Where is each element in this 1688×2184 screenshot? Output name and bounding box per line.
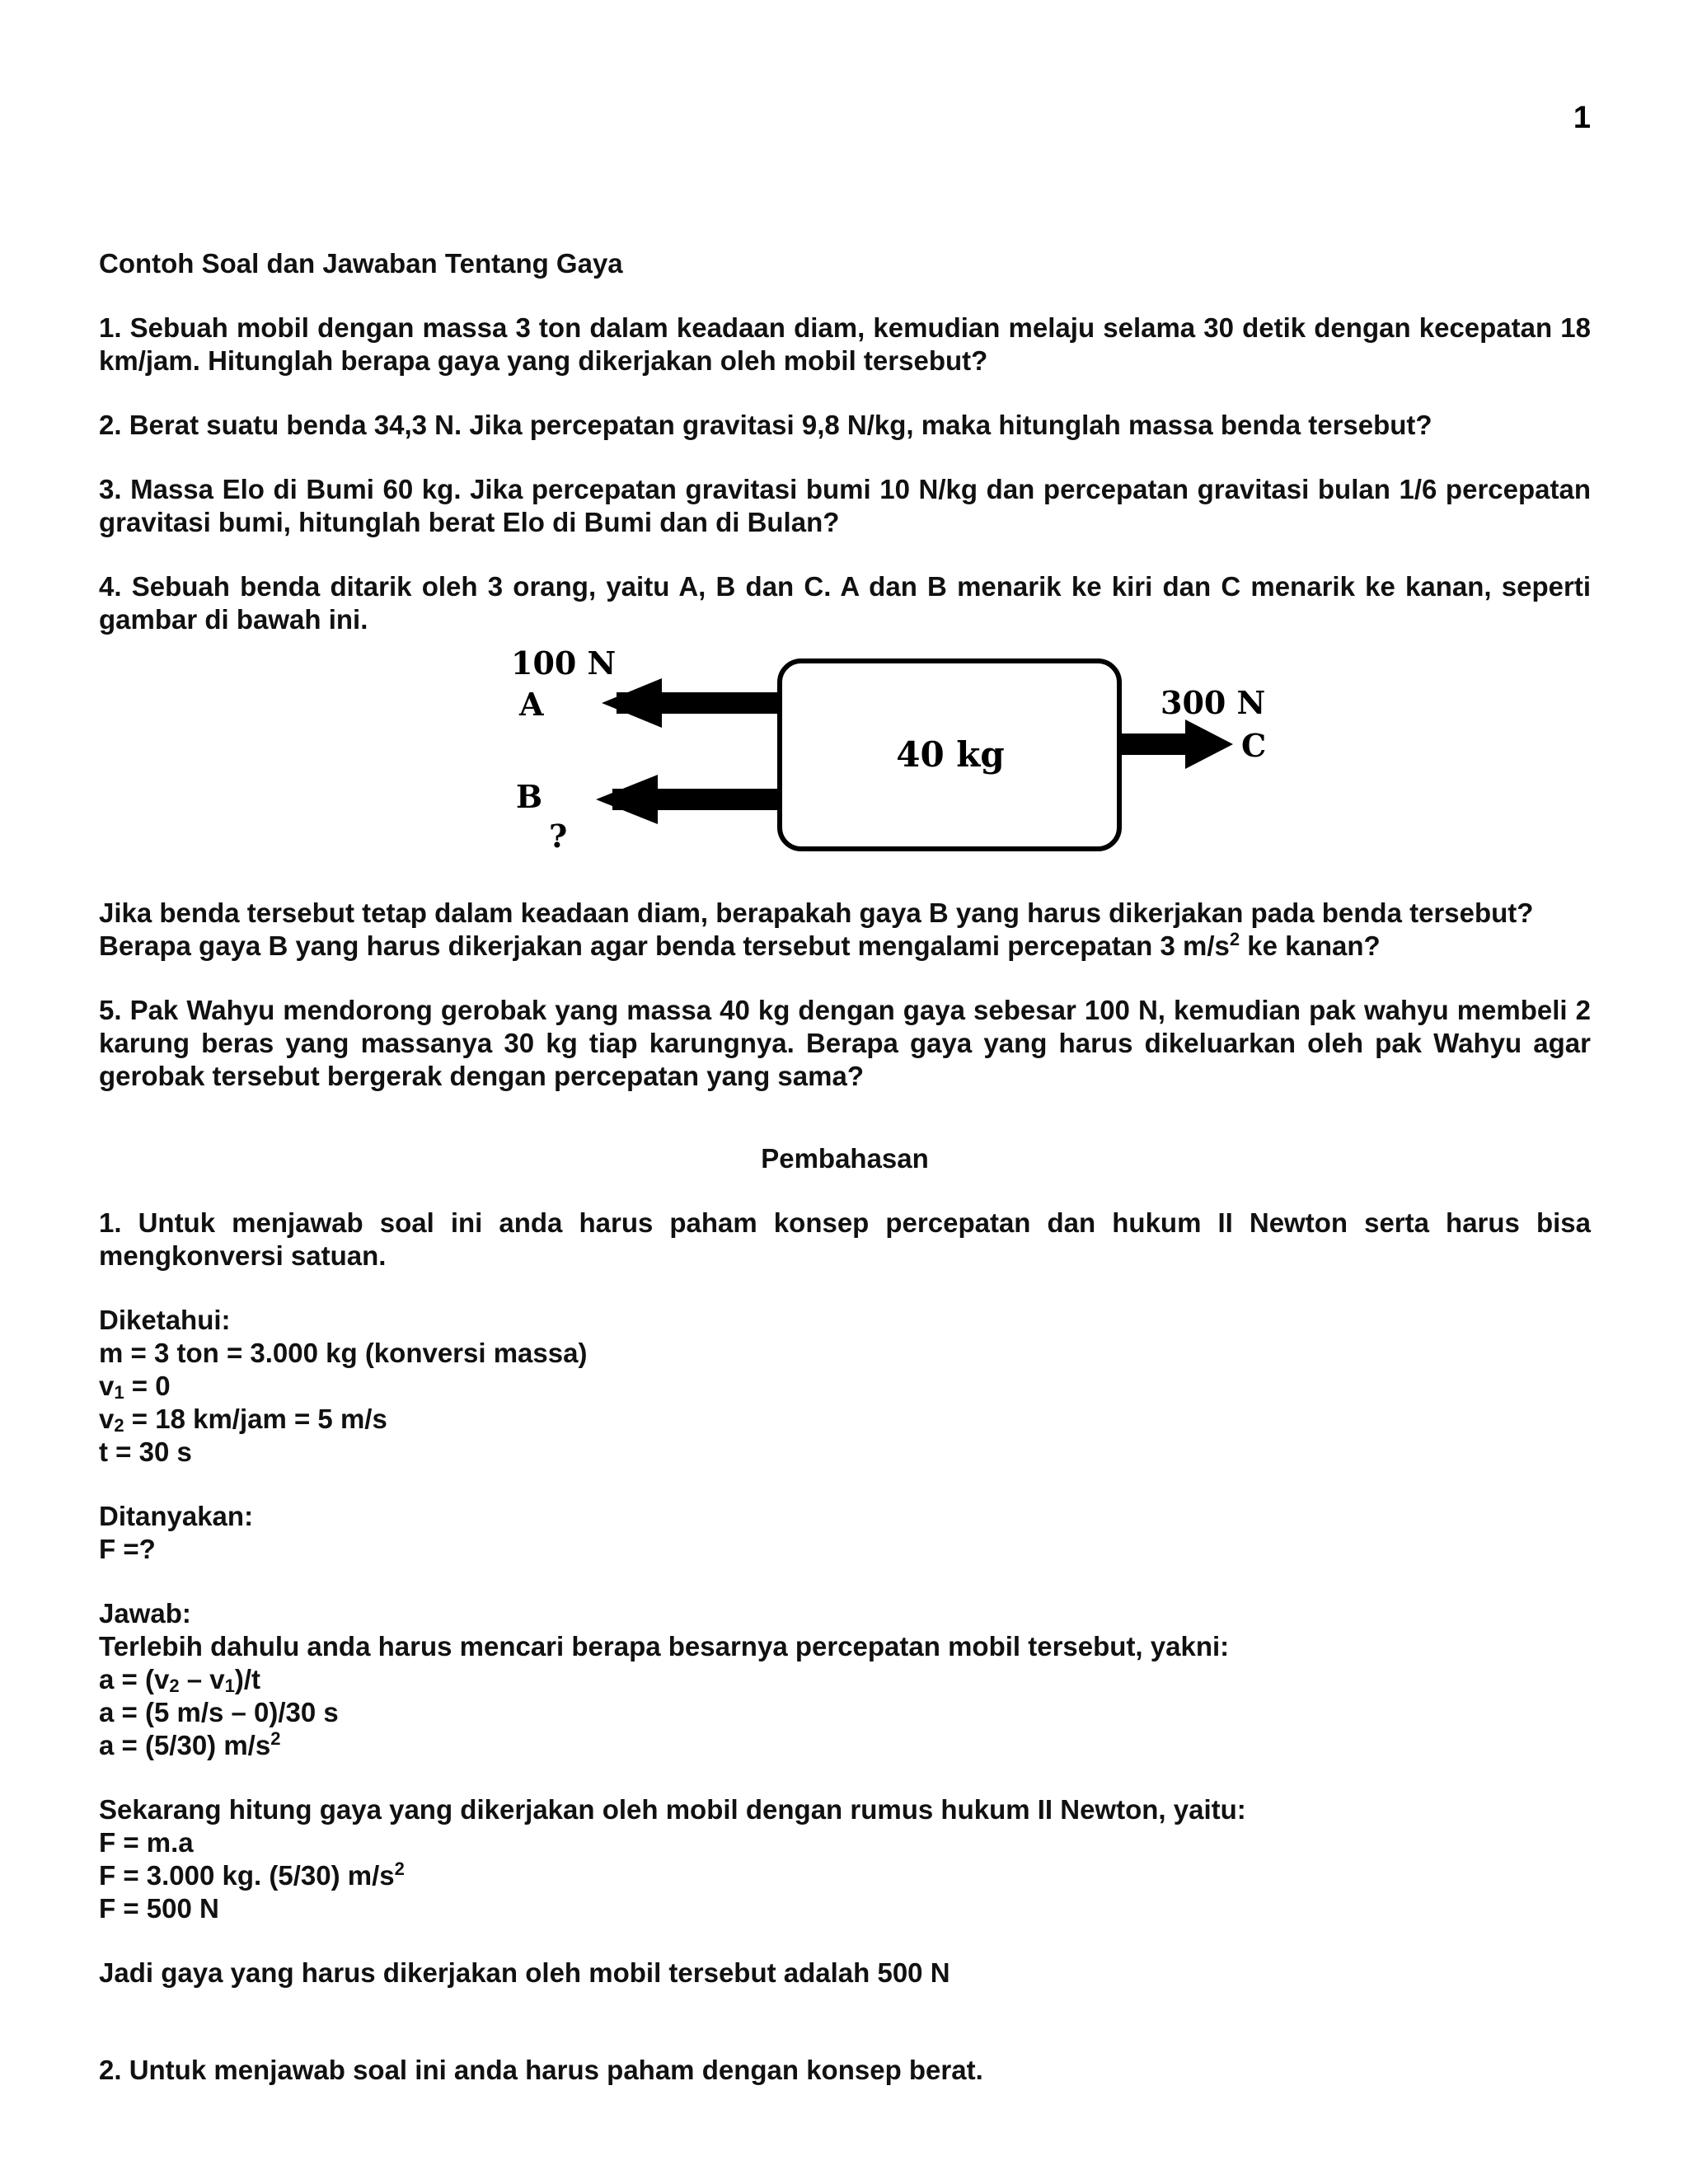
question-4-followup-line-1: Jika benda tersebut tetap dalam keadaan diam, berapakah gaya B yang harus dikerjakan pada benda tersebut? bbox=[99, 898, 1534, 928]
v2-sub: 2 bbox=[114, 1415, 124, 1436]
q4-followup-tail: ke kanan? bbox=[1240, 930, 1381, 961]
arrow-a bbox=[602, 678, 781, 728]
question-4-followup bbox=[99, 897, 1591, 963]
question-2: 2. Berat suatu benda 34,3 N. Jika percepatan gravitasi 9,8 N/kg, maka hitunglah massa benda tersebut? bbox=[99, 410, 1432, 440]
v1-var: v bbox=[99, 1371, 115, 1401]
q4-followup-text: Berapa gaya B yang harus dikerjakan agar benda tersebut mengalami percepatan 3 m/s bbox=[99, 930, 1230, 961]
asked-section bbox=[99, 1500, 1591, 1566]
force-diagram bbox=[99, 643, 1591, 865]
force-equation-2 bbox=[99, 1859, 1591, 1892]
solution-heading: Pembahasan bbox=[761, 1143, 929, 1174]
known-mass: m = 3 ton = 3.000 kg (konversi massa) bbox=[99, 1338, 588, 1368]
question-4-intro: 4. Sebuah benda ditarik oleh 3 orang, yaitu A, B dan C. A dan B menarik ke kiri dan C menarik ke kanan, seperti gambar di bawah ini. bbox=[99, 571, 1591, 635]
answer-intro: Terlebih dahulu anda harus mencari berapa besarnya percepatan mobil tersebut, yakni: bbox=[99, 1631, 1230, 1661]
eq1-sub-2: 2 bbox=[169, 1675, 180, 1696]
arrow-c bbox=[1119, 719, 1233, 769]
question-1: 1. Sebuah mobil dengan massa 3 ton dalam keadaan diam, kemudian melaju selama 30 detik dengan kecepatan 18 km/jam. Hitunglah berapa gaya yang dikerjakan oleh mobil tersebut? bbox=[99, 312, 1591, 376]
document-body bbox=[99, 247, 1591, 2118]
force-equation-1: F = m.a bbox=[99, 1827, 194, 1858]
equation-3 bbox=[99, 1729, 1591, 1762]
asked-label: Ditanyakan: bbox=[99, 1501, 254, 1531]
force-b-value: ? bbox=[549, 818, 568, 855]
force-equation-3: F = 500 N bbox=[99, 1893, 219, 1924]
force-a-value: 100 N bbox=[511, 644, 617, 682]
solution-2-intro: 2. Untuk menjawab soal ini anda harus paham dengan konsep berat. bbox=[99, 2055, 983, 2085]
eq3-text: a = (5/30) m/s bbox=[99, 1730, 271, 1760]
known-time: t = 30 s bbox=[99, 1436, 192, 1467]
v2-value: = 18 km/jam = 5 m/s bbox=[124, 1404, 387, 1434]
arrow-b bbox=[596, 775, 781, 824]
question-3: 3. Massa Elo di Bumi 60 kg. Jika percepatan gravitasi bumi 10 N/kg dan percepatan gravitasi bulan 1/6 percepatan gravitasi bumi, hitunglah berat Elo di Bumi dan di Bulan? bbox=[99, 474, 1591, 537]
f2-text: F = 3.000 kg. (5/30) m/s bbox=[99, 1860, 395, 1891]
newton-intro: Sekarang hitung gaya yang dikerjakan oleh mobil dengan rumus hukum II Newton, yaitu: bbox=[99, 1794, 1246, 1825]
q4-followup-exponent: 2 bbox=[1229, 929, 1240, 949]
force-c-value: 300 N bbox=[1160, 684, 1266, 721]
known-label: Diketahui: bbox=[99, 1305, 231, 1335]
question-5: 5. Pak Wahyu mendorong gerobak yang massa 40 kg dengan gaya sebesar 100 N, kemudian pak wahyu membeli 2 karung beras yang massanya 30 kg tiap karungnya. Berapa gaya yang harus dikeluarkan oleh pak Wahyu agar gerobak tersebut bergerak dengan percepatan yang sama? bbox=[99, 995, 1591, 1091]
v1-value: = 0 bbox=[124, 1371, 171, 1401]
eq1-part-c: )/t bbox=[234, 1664, 261, 1694]
label-a: A bbox=[519, 686, 544, 723]
question-4-followup-line-2 bbox=[99, 930, 1591, 963]
eq1-sub-1: 1 bbox=[224, 1675, 235, 1696]
equation-1 bbox=[99, 1663, 1591, 1696]
eq1-part-b: – v bbox=[179, 1664, 225, 1694]
equation-2: a = (5 m/s – 0)/30 s bbox=[99, 1697, 339, 1727]
page-number: 1 bbox=[1573, 101, 1591, 135]
label-c: C bbox=[1241, 727, 1267, 764]
v2-var: v bbox=[99, 1404, 115, 1434]
f2-exponent: 2 bbox=[394, 1858, 405, 1879]
force-diagram-svg bbox=[509, 643, 1284, 865]
asked-force: F =? bbox=[99, 1534, 156, 1564]
newton-section bbox=[99, 1793, 1591, 1925]
solution-1-intro: 1. Untuk menjawab soal ini anda harus paham konsep percepatan dan hukum II Newton serta harus bisa mengkonversi satuan. bbox=[99, 1207, 1591, 1271]
eq1-part-a: a = (v bbox=[99, 1664, 170, 1694]
eq3-exponent: 2 bbox=[270, 1728, 281, 1749]
document-title: Contoh Soal dan Jawaban Tentang Gaya bbox=[99, 248, 623, 279]
conclusion: Jadi gaya yang harus dikerjakan oleh mobil tersebut adalah 500 N bbox=[99, 1957, 950, 1988]
box-mass-label: 40 kg bbox=[896, 734, 1005, 775]
answer-section bbox=[99, 1597, 1591, 1762]
known-v1 bbox=[99, 1370, 1591, 1403]
known-section bbox=[99, 1304, 1591, 1469]
label-b: B bbox=[516, 778, 543, 815]
answer-label: Jawab: bbox=[99, 1598, 191, 1629]
known-v2 bbox=[99, 1403, 1591, 1436]
v1-sub: 1 bbox=[114, 1382, 124, 1403]
